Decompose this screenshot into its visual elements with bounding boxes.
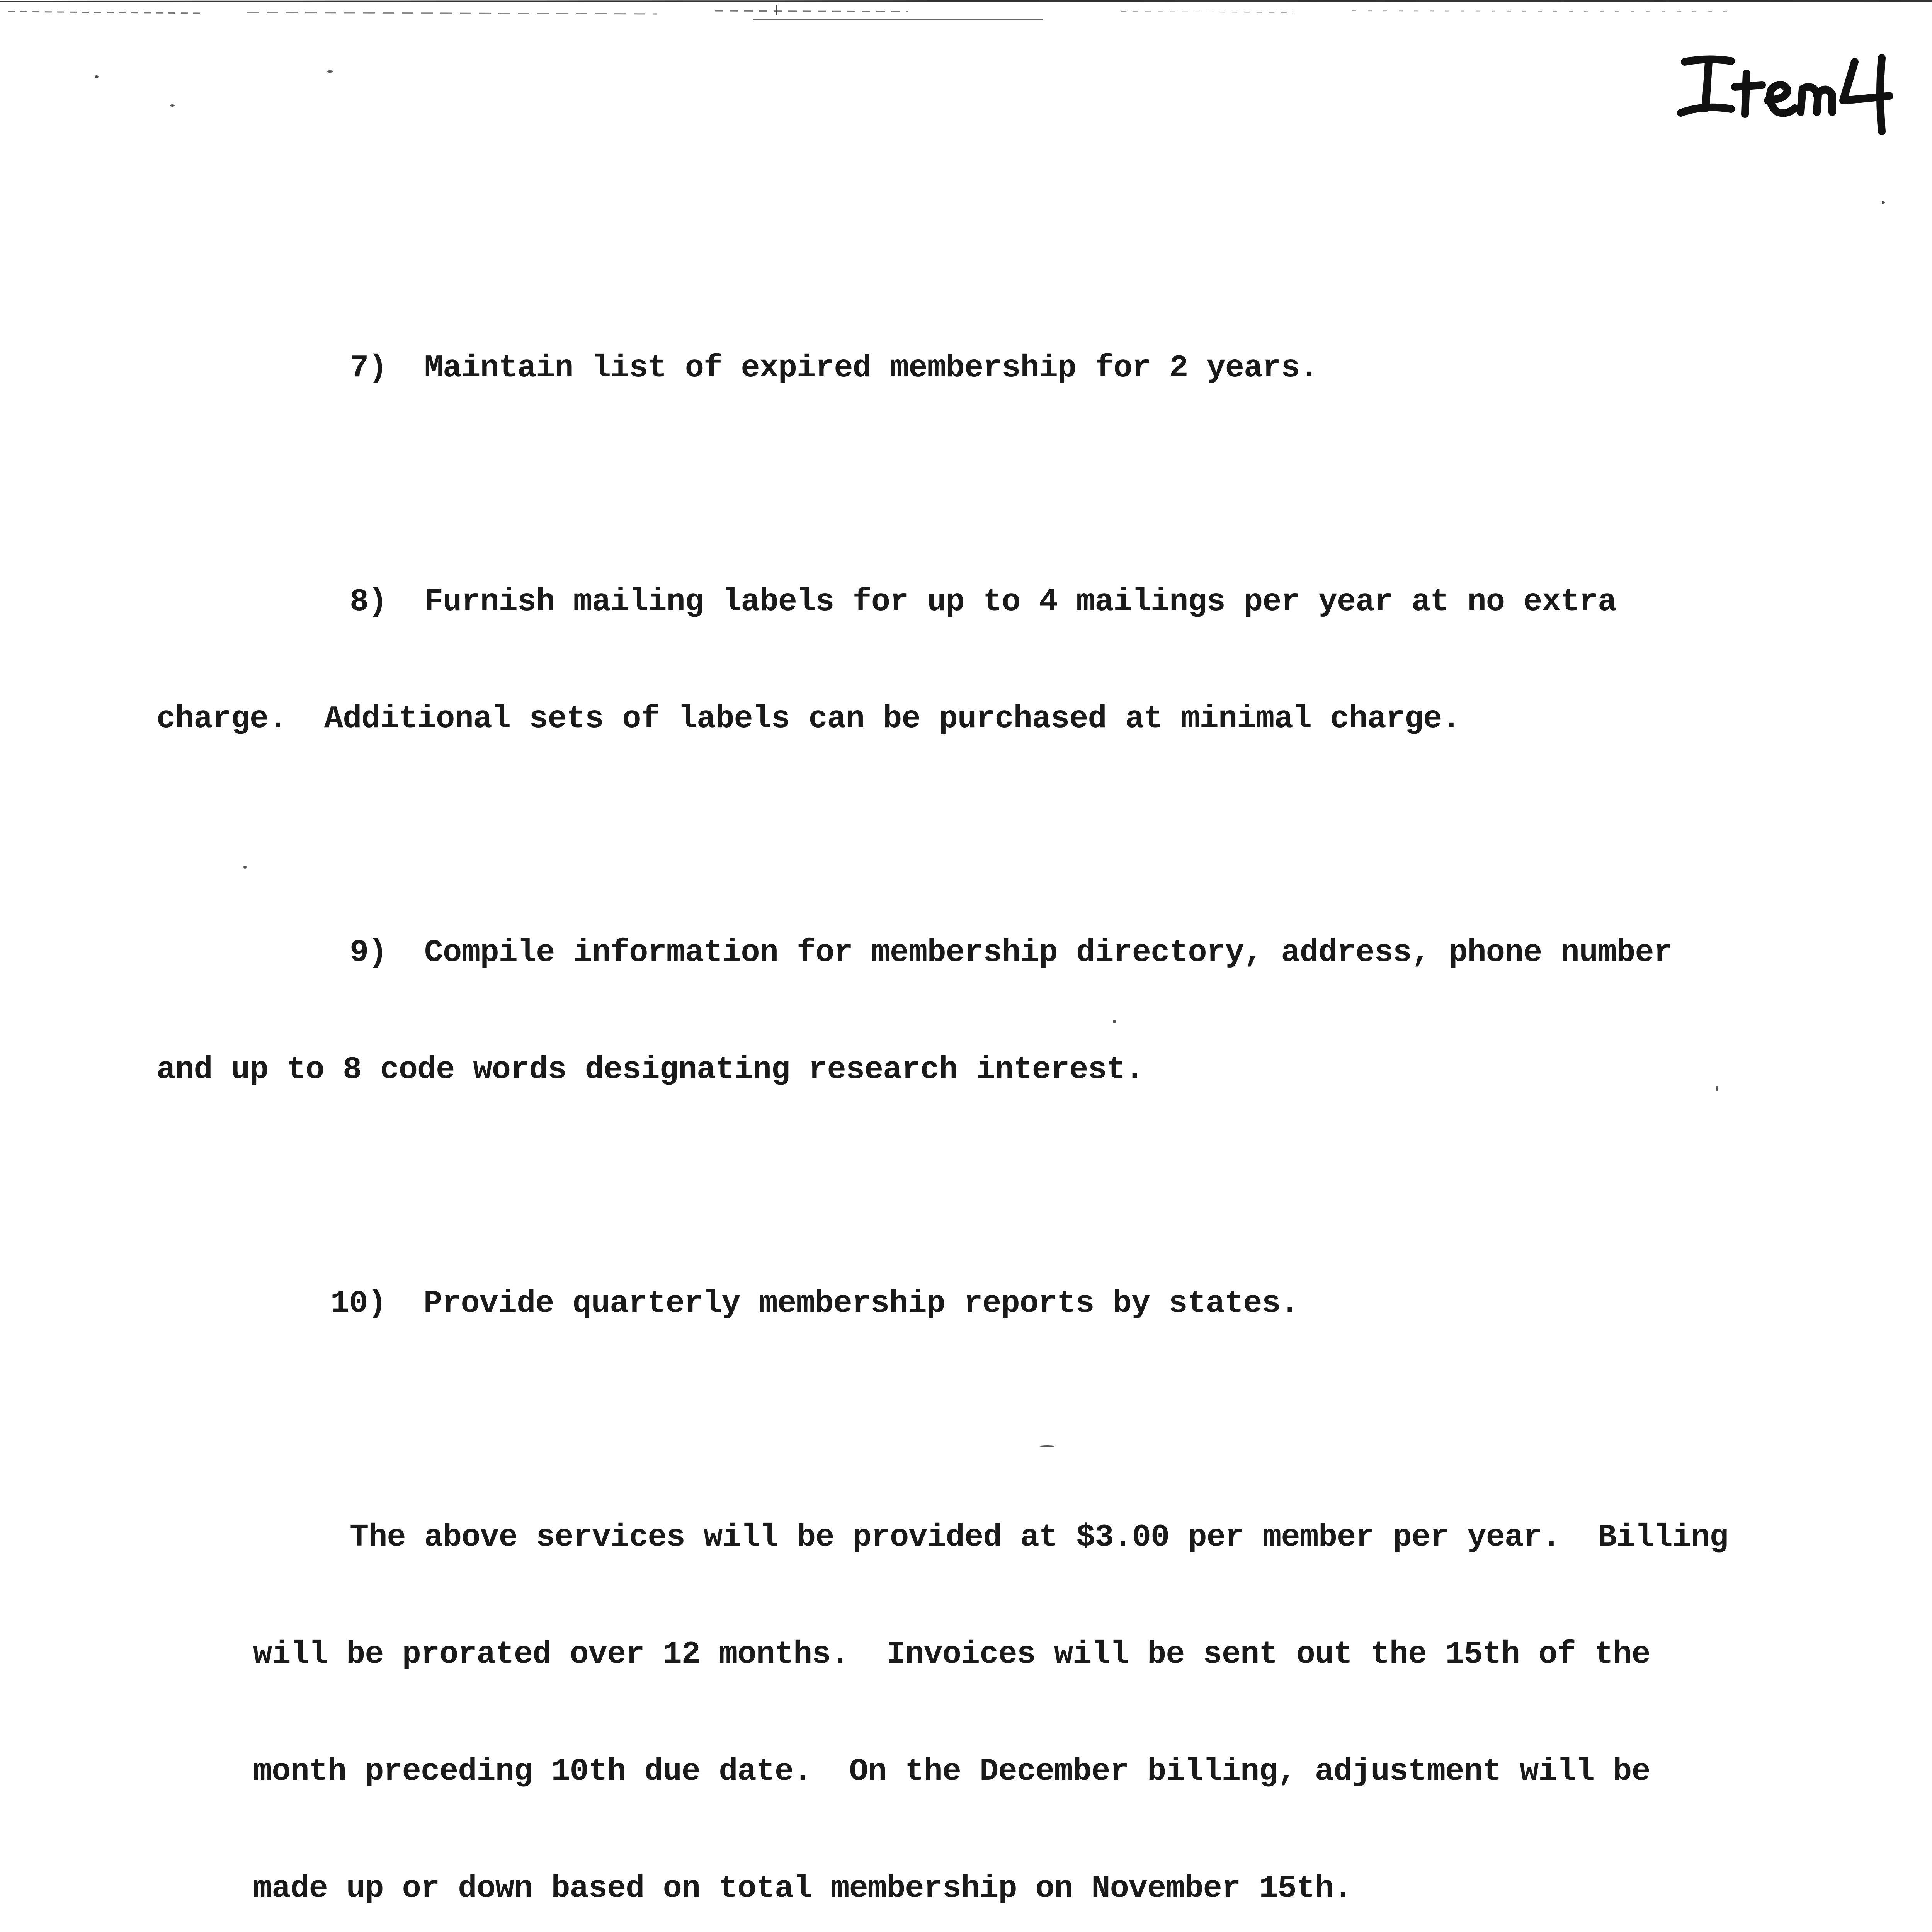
item-text: Maintain list of expired membership for 2 years. (424, 350, 1318, 386)
item-number: 10) (330, 1286, 386, 1321)
scan-edge-artifact (0, 0, 1932, 35)
paragraph-line: month preceding 10th due date. On the December billing, adjustment will be (253, 1753, 1650, 1789)
memo-body (156, 270, 1799, 1932)
paragraph-line: will be prorated over 12 months. Invoices will be sent out the 15th of the (253, 1636, 1650, 1672)
item-number: 7) (350, 350, 387, 386)
list-item-7 (253, 270, 1799, 466)
scan-speck (170, 104, 175, 107)
item-text: Compile information for membership directory, address, phone number (424, 935, 1672, 971)
item-text-continued: charge. Additional sets of labels can be purchased at minimal charge. (156, 701, 1461, 737)
scan-speck (1882, 201, 1885, 204)
list-item-10 (253, 1206, 1799, 1401)
scan-speck (243, 866, 247, 869)
item-text: Provide quarterly membership reports by states. (423, 1286, 1299, 1321)
item-text: Furnish mailing labels for up to 4 mailings per year at no extra (424, 584, 1617, 620)
scan-speck (327, 70, 333, 73)
paragraph-line: made up or down based on total membership on November 15th. (253, 1871, 1352, 1906)
list-item-9 (156, 855, 1799, 1167)
list-item-8 (156, 504, 1799, 816)
paragraph-line: The above services will be provided at $3.00 per member per year. Billing (350, 1519, 1728, 1555)
billing-paragraph (253, 1440, 1799, 1932)
handwritten-item-label (1673, 46, 1905, 135)
item-number: 8) (350, 584, 387, 620)
item-number: 9) (350, 935, 387, 971)
item-text-continued: and up to 8 code words designating research interest. (156, 1052, 1144, 1088)
scan-speck (95, 75, 99, 78)
